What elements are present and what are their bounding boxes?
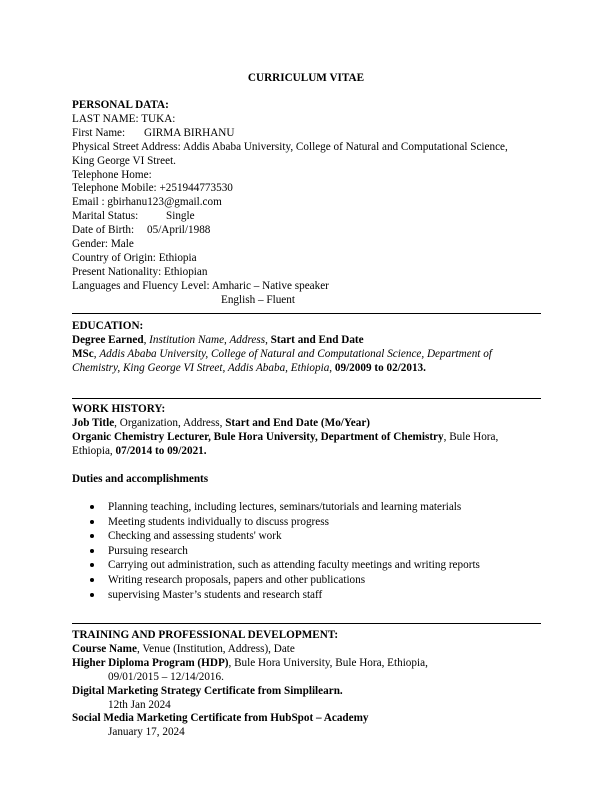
address-line-2: King George VI Street. [72,154,176,167]
format-dates: Start and End Date (Mo/Year) [225,416,371,429]
work-format [72,417,542,431]
divider [72,313,541,314]
training-item-name: Higher Diploma Program (HDP) [72,656,229,669]
work-history-heading: WORK HISTORY: [72,403,166,415]
education-entry-line-1 [72,348,542,362]
education-section [72,320,542,376]
entry-institution-2: Chemistry, King George VI Street, Addis Ababa, Ethiopia [72,361,330,374]
training-item-venue: , Bule Hora University, Bule Hora, Ethiopia, [228,656,428,669]
duty-item [90,544,540,559]
format-org: , Organization, Address, [114,416,226,429]
work-history-section [72,403,542,459]
entry-degree: MSc [72,347,94,360]
bullet-icon [90,578,94,582]
duty-text: Pursuing research [108,544,188,557]
duties-heading: Duties and accomplishments [72,473,209,485]
format-dates: Start and End Date [270,333,364,346]
work-entry-line-2 [72,445,542,459]
dob-label: Date of Birth: [72,224,135,237]
marital-status-label: Marital Status: [72,210,139,223]
bullet-icon [90,563,94,567]
languages-line-2: English – Fluent [221,293,295,306]
format-venue: , Venue (Institution, Address), Date [136,642,295,655]
first-name-value: GIRMA BIRHANU [144,126,235,139]
divider [72,623,541,624]
education-format [72,334,542,348]
training-item-date: January 17, 2024 [108,726,185,739]
bullet-icon [90,593,94,597]
nationality: Present Nationality: Ethiopian [72,265,208,278]
personal-data-heading: PERSONAL DATA: [72,99,169,111]
duty-text: Checking and assessing students' work [108,530,282,543]
education-heading: EDUCATION: [72,320,144,332]
country-of-origin: Country of Origin: Ethiopia [72,251,197,264]
languages-line-1: Languages and Fluency Level: Amharic – Native speaker [72,279,329,292]
telephone-home: Telephone Home: [72,168,152,181]
training-item-date: 09/01/2015 – 12/14/2016. [108,670,224,683]
work-entry-line-1 [72,431,542,445]
telephone-mobile: Telephone Mobile: +251944773530 [72,182,233,195]
bullet-icon [90,549,94,553]
format-degree: Degree Earned [72,333,144,346]
first-name-label: First Name: [72,126,126,139]
divider [72,398,541,399]
personal-data-section [72,99,542,308]
entry-sep: , [329,361,335,374]
duty-text: Meeting students individually to discuss progress [108,515,329,528]
training-heading: TRAINING AND PROFESSIONAL DEVELOPMENT: [72,629,339,641]
document-title: CURRICULUM VITAE [247,72,365,84]
entry-location: , Bule Hora, [443,430,499,443]
dob-value: 05/April/1988 [147,224,211,237]
duty-item [90,500,540,515]
duty-text: Writing research proposals, papers and other publications [108,573,366,586]
entry-dates: 09/2009 to 02/2013. [334,361,426,374]
training-item [72,657,542,671]
duty-item [90,558,540,573]
dob-row [72,224,542,238]
training-section [72,629,542,740]
first-name-row [72,127,542,141]
entry-institution-1: Addis Ababa University, College of Natural and Computational Science, Department of [99,347,492,360]
duties-list [90,500,540,602]
duty-item [90,588,540,603]
address-line-1: Physical Street Address: Addis Ababa University, College of Natural and Computational Science, [72,140,508,153]
duty-text: supervising Master’s students and research staff [108,588,323,601]
duty-item [90,573,540,588]
bullet-icon [90,534,94,538]
duty-text: Carrying out administration, such as attending faculty meetings and writing reports [108,559,480,572]
entry-country: Ethiopia, [72,444,116,457]
format-sep: , [265,333,271,346]
duty-item [90,515,540,530]
format-course: Course Name [72,642,137,655]
entry-dates: 07/2014 to 09/2021. [115,444,207,457]
gender: Gender: Male [72,238,134,251]
format-sep: , [143,333,150,346]
duty-text: Planning teaching, including lectures, seminars/tutorials and learning materials [108,501,462,513]
marital-status-row [72,210,542,224]
entry-position: Organic Chemistry Lecturer, Bule Hora University, Department of Chemistry [72,430,444,443]
marital-status-value: Single [166,210,195,223]
education-entry-line-2 [72,362,542,376]
email: Email : gbirhanu123@gmail.com [72,196,222,209]
training-item-name: Social Media Marketing Certificate from HubSpot – Academy [72,712,369,725]
duty-item [90,529,540,544]
training-item-date: 12th Jan 2024 [108,698,171,711]
last-name: LAST NAME: TUKA: [72,112,176,125]
bullet-icon [90,520,94,524]
format-institution: Institution Name, Address [149,333,266,346]
format-job-title: Job Title [72,416,115,429]
bullet-icon [90,505,94,509]
entry-sep: , [93,347,100,360]
training-format [72,643,542,657]
training-item-name: Digital Marketing Strategy Certificate from Simplilearn. [72,684,343,697]
